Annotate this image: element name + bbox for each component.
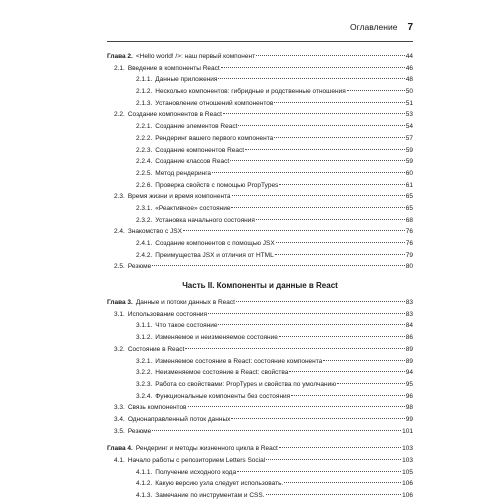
toc-entry-title: «Реактивное» состояние [155, 204, 231, 212]
toc-entry-title: Проверка свойств с помощью PropTypes [155, 181, 279, 189]
dot-leader [208, 313, 405, 314]
dot-leader [237, 471, 401, 472]
toc-entry-number: 2.1.2. [136, 88, 153, 96]
toc-entry-title: Рендеринг и методы жизненного цикла в React [135, 445, 278, 453]
toc-entry [107, 402, 413, 414]
toc-entry-number: 3.2.2. [136, 369, 153, 377]
toc-entry [107, 121, 413, 133]
dot-leader [289, 371, 404, 372]
toc-entry-number: 4.1. [114, 457, 125, 464]
toc-entry-page: 60 [405, 169, 413, 177]
toc-entry [107, 367, 413, 379]
toc-entry-title: Рендеринг вашего первого компонента [155, 134, 274, 142]
toc-entry-number: 2.3.1. [136, 204, 153, 212]
header-title: Оглавление [350, 22, 398, 32]
toc-entry-number: Глава 4. [107, 445, 133, 453]
toc-entry-title: Замечание по инструментам и CSS. [155, 492, 265, 500]
toc-entry [107, 238, 413, 250]
toc-entry-page: 86 [405, 334, 413, 342]
toc-entry-page: 54 [405, 123, 413, 131]
toc-entry-page: 51 [405, 99, 413, 107]
toc-entry-number: 3.4. [114, 415, 125, 423]
dot-leader [218, 324, 404, 325]
dot-leader [337, 383, 405, 384]
dot-leader [183, 230, 405, 231]
toc-entry-title: Состояние в React [127, 345, 185, 353]
toc-entry-title: Изменяемое состояние в React: состояние компонента [155, 357, 323, 365]
toc-entry-page: 68 [405, 216, 413, 224]
toc-entry-page: 103 [402, 457, 413, 464]
toc-entry [107, 180, 413, 192]
dot-leader [274, 137, 405, 138]
header-rule [107, 41, 413, 42]
dot-leader [266, 494, 402, 495]
toc-entry-number: 2.1. [114, 64, 125, 72]
toc-entry-number: 2.4.1. [136, 240, 153, 247]
toc-chapter-entry [107, 51, 413, 63]
toc-chapter-entry [107, 297, 413, 309]
toc-entry [107, 455, 413, 467]
toc-entry-title: Резюме [127, 427, 152, 435]
toc-entry-page: 57 [405, 134, 413, 142]
toc-entry-number: 2.4. [114, 228, 125, 236]
toc-entry-page: 83 [405, 310, 413, 318]
dot-leader [152, 430, 401, 431]
toc-entry [107, 379, 413, 391]
toc-entry-number: 2.5. [114, 263, 125, 271]
toc-entry-title: Получение исходного кода [155, 468, 237, 476]
toc-entry-page: 95 [405, 380, 413, 388]
toc-entry [107, 467, 413, 479]
toc-entry [107, 133, 413, 145]
dot-leader [223, 113, 405, 114]
toc-entry-page: 80 [405, 263, 413, 271]
toc-entry-page: 101 [402, 427, 413, 435]
toc-entry-page: 61 [405, 181, 413, 189]
toc-entry-page: 103 [402, 445, 413, 453]
toc-entry-page: 89 [405, 345, 413, 353]
dot-leader [185, 348, 404, 349]
dot-leader [291, 395, 405, 396]
toc-entry-title: Работа со свойствами: PropTypes и свойства по умолчанию [155, 380, 337, 388]
toc-entry-page: 99 [405, 415, 413, 423]
toc-entry-title: Несколько компонентов: гибридные и родственные отношения [155, 88, 346, 96]
toc-entry-page: 106 [402, 492, 413, 500]
toc-entry-page: 46 [405, 64, 413, 72]
toc-entry-page: 48 [405, 76, 413, 84]
dot-leader [284, 482, 401, 483]
page-number: 7 [407, 22, 413, 33]
toc-entry-number: 2.3.2. [136, 216, 153, 224]
toc-entry-number: 3.1.1. [136, 322, 153, 330]
dot-leader [279, 184, 404, 185]
toc-entry-number: 2.1.3. [136, 99, 153, 107]
toc-entry-title: Резюме [127, 263, 152, 271]
toc-entry [107, 215, 413, 227]
toc-entry-number: 2.2.3. [136, 146, 153, 154]
dot-leader [231, 418, 404, 419]
toc-entry-number: Глава 2. [107, 53, 133, 60]
toc-entry-title: Создание компонентов React [155, 146, 245, 154]
toc-entry-number: 3.2. [114, 345, 125, 353]
toc-entry-title: Что такое состояние [155, 322, 218, 330]
running-header [0, 22, 413, 33]
dot-leader [188, 406, 405, 407]
dot-leader [323, 360, 404, 361]
toc-entry-number: 2.2.4. [136, 158, 153, 166]
toc-entry-title: Знакомство с JSX [127, 228, 182, 236]
toc-entry [107, 250, 413, 262]
toc-entry-number: 3.3. [114, 404, 125, 412]
dot-leader [279, 336, 405, 337]
dot-leader [245, 149, 405, 150]
toc-entry-title: Создание элементов React [155, 123, 238, 131]
toc-entry [107, 191, 413, 203]
dot-leader [152, 265, 405, 266]
toc-entry-page: 50 [405, 88, 413, 96]
toc-entry-page: 105 [402, 468, 413, 476]
toc-entry-page: 59 [405, 146, 413, 154]
toc-entry-title: Функциональные компоненты без состояния [155, 392, 291, 400]
toc-entry-number: 2.2.6. [136, 181, 153, 189]
toc-entry [107, 320, 413, 332]
dot-leader [230, 160, 405, 161]
toc-entry-page: 59 [405, 158, 413, 166]
toc-entry [107, 63, 413, 75]
toc-entry-number: 3.2.1. [136, 357, 153, 365]
dot-leader [218, 78, 404, 79]
toc-entry [107, 203, 413, 215]
toc-entry [107, 332, 413, 344]
toc-entry-page: 84 [405, 322, 413, 330]
toc-entry-page: 53 [405, 111, 413, 119]
toc-entry-title: Использование состояния [127, 310, 208, 318]
toc-entry-page: 94 [405, 369, 413, 377]
dot-leader [279, 447, 401, 448]
toc-entry-title: Создание компонентов в React [127, 111, 222, 119]
toc-entry-number: 3.1.2. [136, 334, 153, 342]
toc-entry-title: <Hello world! />: наш первый компонент [135, 53, 256, 60]
toc-entry-title: Однонаправленный поток данных [127, 415, 231, 423]
toc-entry-page: 79 [405, 251, 413, 259]
toc-entry-number: 3.2.4. [136, 392, 153, 400]
toc-entry-number: 3.5. [114, 427, 125, 435]
toc-entry-number: 2.3. [114, 193, 125, 201]
toc-entry-page: 106 [402, 480, 413, 488]
toc-entry-page: 98 [405, 404, 413, 412]
toc-entry-number: 2.2.2. [136, 134, 153, 142]
toc-entry [107, 74, 413, 86]
toc-entry [107, 168, 413, 180]
toc-entry-title: Неизменяемое состояние в React: свойства [155, 369, 289, 377]
dot-leader [256, 55, 405, 56]
toc-chapter-2 [107, 51, 413, 273]
toc-chapter-4 [107, 443, 413, 501]
toc-entry [107, 391, 413, 403]
toc-entry [107, 98, 413, 110]
toc-entry-number: 4.1.2. [136, 480, 153, 488]
dot-leader [266, 459, 401, 460]
part-heading: Часть II. Компоненты и данные в React [182, 281, 338, 291]
toc-entry-title: Данные приложения [155, 76, 218, 84]
toc-entry-page: 96 [405, 392, 413, 400]
toc-entry-page: 65 [405, 193, 413, 201]
toc-entry-title: Преимущества JSX и отличия от HTML [155, 251, 274, 259]
toc-chapter-entry [107, 443, 413, 455]
toc-entry-title: Какую версию узла следует использовать. [155, 480, 284, 488]
toc-entry [107, 356, 413, 368]
dot-leader [276, 242, 405, 243]
dot-leader [238, 125, 404, 126]
toc-entry-page: 65 [405, 204, 413, 212]
toc-entry [107, 86, 413, 98]
toc-entry-number: 2.2. [114, 111, 125, 119]
toc-entry-title: Изменяемое и неизменяемое состояние [155, 334, 278, 342]
dot-leader [256, 219, 405, 220]
toc-entry-title: Время жизни и время компонента [127, 193, 231, 201]
toc-entry-number: 2.2.5. [136, 169, 153, 177]
toc-entry-number: 4.1.3. [136, 492, 153, 500]
toc-entry-page: 89 [405, 357, 413, 365]
toc-entry-title: Установление отношений компонентов [155, 99, 274, 107]
dot-leader [347, 90, 405, 91]
toc-entry-title: Начало работы с репозиторием Letters Social [127, 457, 266, 464]
dot-leader [274, 102, 404, 103]
toc-entry [107, 426, 413, 438]
toc-entry [107, 261, 413, 273]
toc-entry-title: Создание компонентов с помощью JSX [155, 240, 275, 247]
toc-entry [107, 414, 413, 426]
toc-chapter-3 [107, 297, 413, 437]
dot-leader [232, 195, 405, 196]
toc-entry-number: 2.4.2. [136, 251, 153, 259]
toc-entry-page: 44 [405, 53, 413, 60]
toc-entry-page: 83 [405, 299, 413, 307]
toc-entry [107, 226, 413, 238]
toc-entry [107, 109, 413, 121]
toc-entry-title: Связь компонентов [127, 404, 187, 412]
toc-entry-title: Введение в компоненты React [127, 64, 220, 72]
toc-entry-number: 3.2.3. [136, 380, 153, 388]
dot-leader [221, 67, 405, 68]
toc-entry-number: 2.2.1. [136, 123, 153, 131]
dot-leader [236, 301, 405, 302]
dot-leader [212, 172, 405, 173]
toc-entry-title: Установка начального состояния [155, 216, 255, 224]
table-of-contents [107, 51, 413, 502]
toc-entry [107, 309, 413, 321]
toc-entry-page: 76 [405, 240, 413, 247]
toc-entry-number: 2.1.1. [136, 76, 153, 84]
toc-entry-number: 3.1. [114, 310, 125, 318]
dot-leader [275, 254, 405, 255]
toc-entry-title: Метод рендеринга [155, 169, 212, 177]
dot-leader [231, 207, 404, 208]
toc-entry [107, 145, 413, 157]
toc-entry [107, 478, 413, 490]
toc-entry [107, 156, 413, 168]
toc-entry-number: Глава 3. [107, 299, 133, 307]
toc-entry-title: Данные и потоки данных в React [135, 299, 235, 307]
toc-entry-page: 76 [405, 228, 413, 236]
toc-entry-number: 4.1.1. [136, 468, 153, 476]
toc-entry [107, 344, 413, 356]
toc-entry-title: Создание классов React [155, 158, 230, 166]
